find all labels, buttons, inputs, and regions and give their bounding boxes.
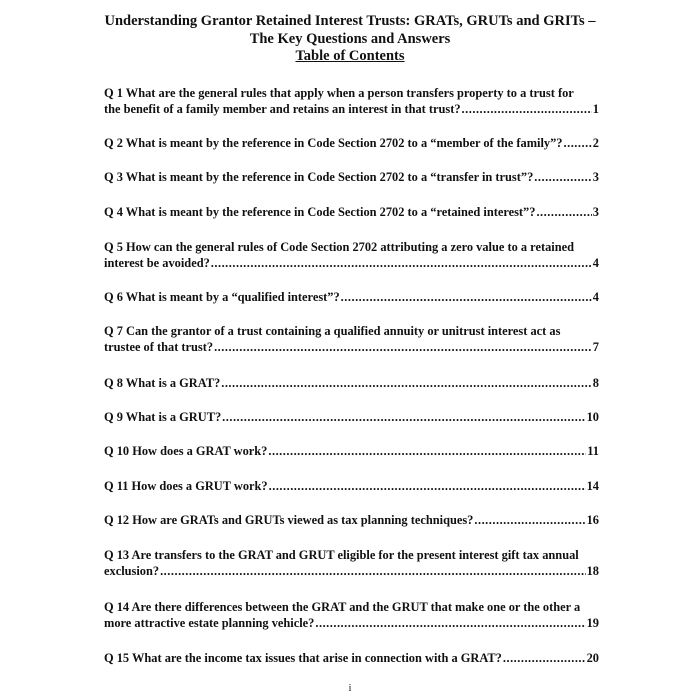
dot-leader [564,135,592,151]
toc-entry[interactable] [104,239,599,271]
toc-entry-text: Q 15 What are the income tax issues that arise in connection with a GRAT? [104,651,502,665]
toc-heading: Table of Contents [295,48,405,64]
toc-entry-text: Q 11 How does a GRUT work? [104,479,268,493]
toc-entry-text: Q 12 How are GRATs and GRUTs viewed as tax planning techniques? [104,513,474,527]
toc-page-number: 2 [592,136,599,150]
dot-leader [222,409,585,425]
toc-entry-text: Q 9 What is a GRUT? [104,410,222,424]
toc-page-number: 16 [586,513,599,527]
toc-entry[interactable] [104,204,599,220]
toc-page-number: 1 [592,102,599,116]
toc-entry[interactable] [104,478,599,494]
toc-entry-text: Q 6 What is meant by a “qualified interest”? [104,290,340,304]
dot-leader [341,289,592,305]
toc-entry-text: Q 10 How does a GRAT work? [104,444,268,458]
toc-page-number: 19 [586,616,599,630]
toc-entry-text: more attractive estate planning vehicle? [104,616,315,630]
dot-leader [214,339,592,355]
toc-entry[interactable] [104,409,599,425]
toc-entry[interactable] [104,443,599,459]
dot-leader [534,169,592,185]
dot-leader [211,255,592,271]
toc-entry[interactable] [104,375,599,391]
dot-leader [503,650,586,666]
toc-entry[interactable] [104,323,599,355]
toc-entry[interactable] [104,135,599,151]
toc-entry-text: Q 13 Are transfers to the GRAT and GRUT eligible for the present interest gift tax annual [104,548,579,562]
toc-page-number: 7 [592,340,599,354]
toc-entry-text: Q 2 What is meant by the reference in Code Section 2702 to a “member of the family”? [104,136,563,150]
dot-leader [462,101,592,117]
toc-entry-text: Q 5 How can the general rules of Code Section 2702 attributing a zero value to a retained [104,240,574,254]
toc-page-number: 11 [587,444,599,458]
toc-entry-text: trustee of that trust? [104,340,214,354]
dot-leader [536,204,591,220]
document-title-line-2: The Key Questions and Answers [249,30,451,47]
toc-entry[interactable] [104,547,599,579]
dot-leader [160,563,586,579]
toc-entry-text: the benefit of a family member and retains an interest in that trust? [104,102,461,116]
toc-entry[interactable] [104,599,599,631]
toc-entry[interactable] [104,650,599,666]
toc-entry[interactable] [104,169,599,185]
toc-entry[interactable] [104,85,599,117]
toc-entry[interactable] [104,289,599,305]
dot-leader [474,512,585,528]
toc-entry-text: Q 3 What is meant by the reference in Code Section 2702 to a “transfer in trust”? [104,170,534,184]
toc-page-number: 20 [586,651,599,665]
dot-leader [268,443,586,459]
dot-leader [269,478,586,494]
toc-page-number: 8 [592,376,599,390]
toc-entry-text: Q 8 What is a GRAT? [104,376,221,390]
toc-entry-text: Q 14 Are there differences between the GRAT and the GRUT that make one or the other a [104,600,581,614]
toc-page-number: 14 [586,479,599,493]
page-number: i [348,683,352,694]
document-header [0,13,700,66]
dot-leader [315,615,585,631]
document-title-line-1: Understanding Grantor Retained Interest Trusts: GRATs, GRUTs and GRITs – [104,13,596,29]
toc-page-number: 4 [592,290,599,304]
toc-entry-text: exclusion? [104,564,160,578]
toc-page-number: 10 [586,410,599,424]
dot-leader [221,375,592,391]
toc-entry-text: Q 1 What are the general rules that apply when a person transfers property to a trust for [104,86,574,100]
toc-page-number: 3 [592,170,599,184]
toc-entry[interactable] [104,512,599,528]
toc-entry-text: interest be avoided? [104,256,210,270]
toc-page-number: 3 [592,205,599,219]
toc-entry-text: Q 7 Can the grantor of a trust containing a qualified annuity or unitrust interest act as [104,324,561,338]
toc-page-number: 18 [586,564,599,578]
toc-page-number: 4 [592,256,599,270]
toc-entry-text: Q 4 What is meant by the reference in Code Section 2702 to a “retained interest”? [104,205,536,219]
